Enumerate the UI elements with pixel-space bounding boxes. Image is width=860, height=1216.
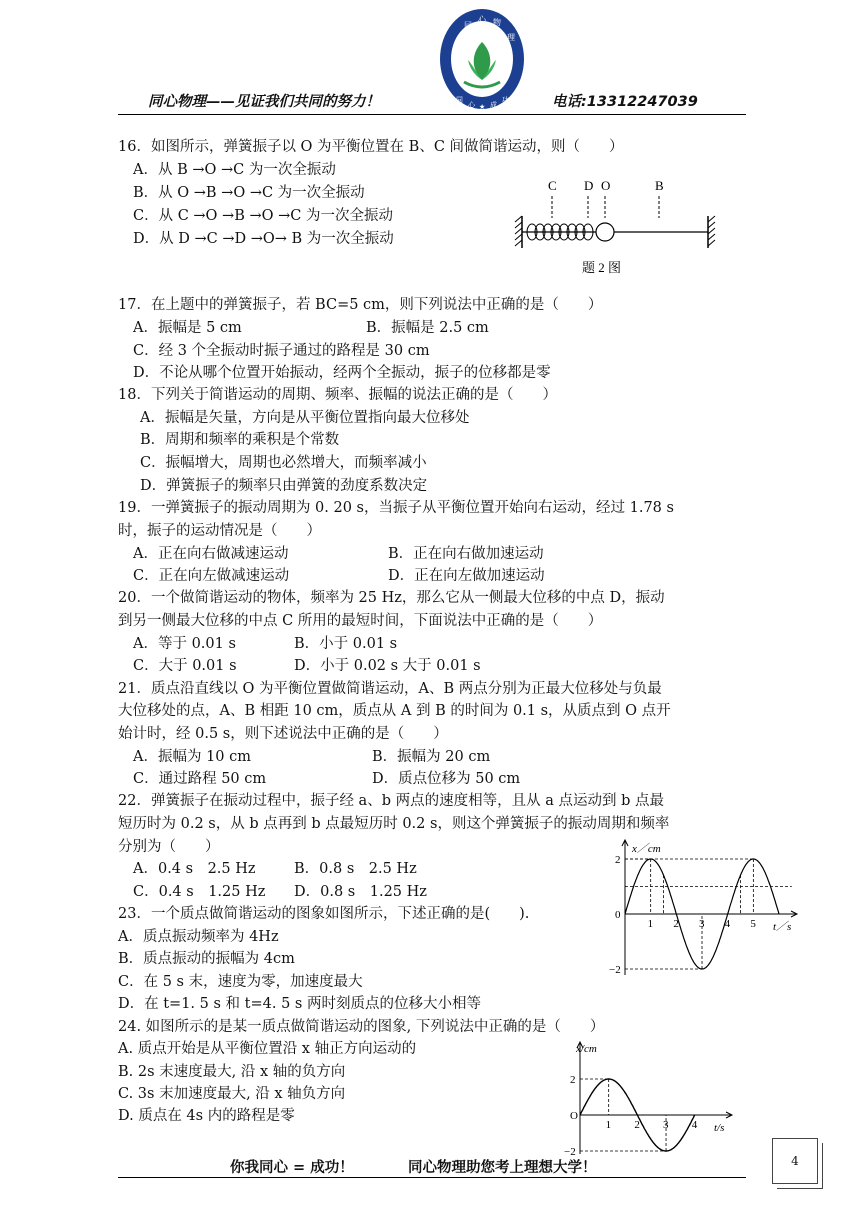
q24-option-a: A. 质点开始是从平衡位置沿 x 轴正方向运动的 [118,1041,417,1057]
q17-option-d: D．不论从哪个位置开始振动，经两个全振动，振子的位移都是零 [133,365,551,381]
logo-char: 理 [507,33,515,42]
y-tick-label: −2 [609,964,621,976]
q20-option-d: D．小于 0.02 s 大于 0.01 s [294,658,481,674]
q23-displacement-graph [605,836,805,981]
q16-option-a: A．从 B →O →C 为一次全振动 [133,162,336,178]
logo-char: ★ [479,103,486,111]
logo-char: 同 [456,96,463,104]
x-tick-label: 4 [691,1119,698,1131]
x-axis-label: t/s [714,1122,725,1134]
logo-char: 物 [493,18,501,27]
q20-stem-line2: 到另一侧最大位移的中点 C 所用的最短时间，下面说法中正确的是（ ） [118,613,603,629]
q20-option-b: B．小于 0.01 s [294,636,398,652]
q21-option-a: A．振幅为 10 cm [133,749,252,765]
q18-option-c: C．振幅增大，周期也必然增大，而频率减小 [140,455,427,471]
y-tick-label: −2 [564,1146,576,1156]
q19-option-c: C．正在向左做减速运动 [133,568,290,584]
q19-stem-line1: 19．一弹簧振子的振动周期为 0. 20 s，当振子从平衡位置开始向右运动，经过 1.78 s [118,500,674,516]
x-tick-label: 4 [724,918,731,930]
q23-option-d: D．在 t=1. 5 s 和 t=4. 5 s 两时刻质点的位移大小相等 [118,996,481,1012]
q16-option-c: C．从 C →O →B →O →C 为一次全振动 [133,208,393,224]
q18-option-a: A．振幅是矢量，方向是从平衡位置指向最大位移处 [140,410,470,426]
q22-option-b: B．0.8 s 2.5 Hz [294,861,417,877]
q17-option-c: C．经 3 个全振动时振子通过的路程是 30 cm [133,343,430,359]
logo-char: 功 [502,96,509,104]
x-axis-label: t／s [773,921,792,933]
oscillator-ball [596,223,614,241]
q16-stem: 16．如图所示，弹簧振子以 O 为平衡位置在 B、C 间做简谐运动，则（ ） [118,139,624,155]
q24-option-b: B. 2s 末速度最大, 沿 x 轴的负方向 [118,1064,346,1080]
y-axis-label: x／cm [632,843,661,855]
header-phone: 电话:13312247039 [552,94,698,110]
q24-displacement-graph [560,1038,740,1156]
q22-stem-line1: 22．弹簧振子在振动过程中，振子经 a、b 两点的速度相等，且从 a 点运动到 b 点最 [118,793,664,809]
q17-option-a: A．振幅是 5 cm [133,320,242,336]
figure-caption: 题 2 图 [582,260,622,275]
y-tick-label: 2 [615,854,621,866]
q17-option-b: B．振幅是 2.5 cm [366,320,489,336]
q21-option-b: B．振幅为 20 cm [372,749,491,765]
q20-option-a: A．等于 0.01 s [133,636,236,652]
logo-char: 成 [490,101,497,109]
q23-option-b: B．质点振动的振幅为 4cm [118,951,295,967]
q24-option-c: C. 3s 末加速度最大, 沿 x 轴负方向 [118,1086,346,1102]
x-tick-label: 3 [663,1119,669,1131]
logo-char: 心 [468,101,475,109]
q23-option-c: C．在 5 s 末，速度为零，加速度最大 [118,974,363,990]
logo-char: 心 [478,15,486,24]
label-o: O [601,178,611,193]
header-rule [118,114,746,115]
q19-stem-line2: 时，振子的运动情况是（ ） [118,523,321,539]
q22-stem-line3: 分别为（ ） [118,839,220,855]
x-tick-label: 1 [605,1119,612,1131]
q20-stem-line1: 20．一个做简谐运动的物体，频率为 25 Hz，那么它从一侧最大位移的中点 D，振动 [118,590,665,606]
q19-option-a: A．正在向右做减速运动 [133,546,289,562]
q21-stem-line3: 始计时，经 0.5 s，则下述说法中正确的是（ ） [118,726,448,742]
q23-option-a: A．质点振动频率为 4Hz [118,929,279,945]
y-tick-label: 0 [615,909,621,921]
x-tick-label: 3 [699,918,705,930]
q20-option-c: C．大于 0.01 s [133,658,237,674]
y-tick-label: 2 [570,1074,576,1086]
q22-stem-line2: 短历时为 0.2 s，从 b 点再到 b 点最短历时 0.2 s，则这个弹簧振子的振动周期和频率 [118,816,670,832]
q24-stem: 24. 如图所示的是某一质点做简谐运动的图象, 下列说法中正确的是（ ） [118,1019,605,1035]
label-b: B [655,178,664,193]
page-number: 4 [791,1154,799,1168]
q21-stem-line1: 21．质点沿直线以 O 为平衡位置做简谐运动，A、B 两点分别为正最大位移处与负最 [118,681,662,697]
y-tick-label: O [570,1110,578,1122]
label-d: D [584,178,594,193]
q21-option-d: D．质点位移为 50 cm [372,771,521,787]
page-number-box [772,1138,818,1184]
spring-oscillator-figure [512,176,724,276]
q23-stem: 23．一个质点做简谐运动的图象如图所示，下述正确的是( ). [118,906,530,922]
x-tick-label: 1 [647,918,654,930]
q22-option-c: C．0.4 s 1.25 Hz [133,884,266,900]
logo-emblem [438,6,526,112]
footer-right: 同心物理助您考上理想大学！ [408,1160,597,1176]
q16-option-d: D．从 D →C →D →O→ B 为一次全振动 [133,231,394,247]
q16-option-b: B．从 O →B →O →C 为一次全振动 [133,185,365,201]
q19-option-d: D．正在向左做加速运动 [388,568,545,584]
q18-option-b: B．周期和频率的乘积是个常数 [140,432,340,448]
logo-char: 同 [464,21,472,30]
label-c: C [548,178,557,193]
q18-option-d: D．弹簧振子的频率只由弹簧的劲度系数决定 [140,478,428,494]
footer-rule [118,1177,746,1178]
x-tick-label: 2 [673,918,679,930]
footer-left: 你我同心 = 成功！ [230,1160,354,1176]
q19-option-b: B．正在向右做加速运动 [388,546,544,562]
q22-option-a: A．0.4 s 2.5 Hz [133,861,256,877]
header-slogan: 同心物理——见证我们共同的努力！ [148,94,380,110]
q21-stem-line2: 大位移处的点，A、B 相距 10 cm，质点从 A 到 B 的时间为 0.1 s，从质点到 O 点开 [118,703,671,719]
q18-stem: 18．下列关于简谐运动的周期、频率、振幅的说法正确的是（ ） [118,387,557,403]
q24-option-d: D. 质点在 4s 内的路程是零 [118,1108,295,1124]
y-axis-label: x/cm [576,1043,597,1055]
x-tick-label: 2 [634,1119,640,1131]
x-tick-label: 5 [750,918,756,930]
q17-stem: 17．在上题中的弹簧振子，若 BC=5 cm，则下列说法中正确的是（ ） [118,297,603,313]
q22-option-d: D．0.8 s 1.25 Hz [294,884,427,900]
q21-option-c: C．通过路程 50 cm [133,771,267,787]
